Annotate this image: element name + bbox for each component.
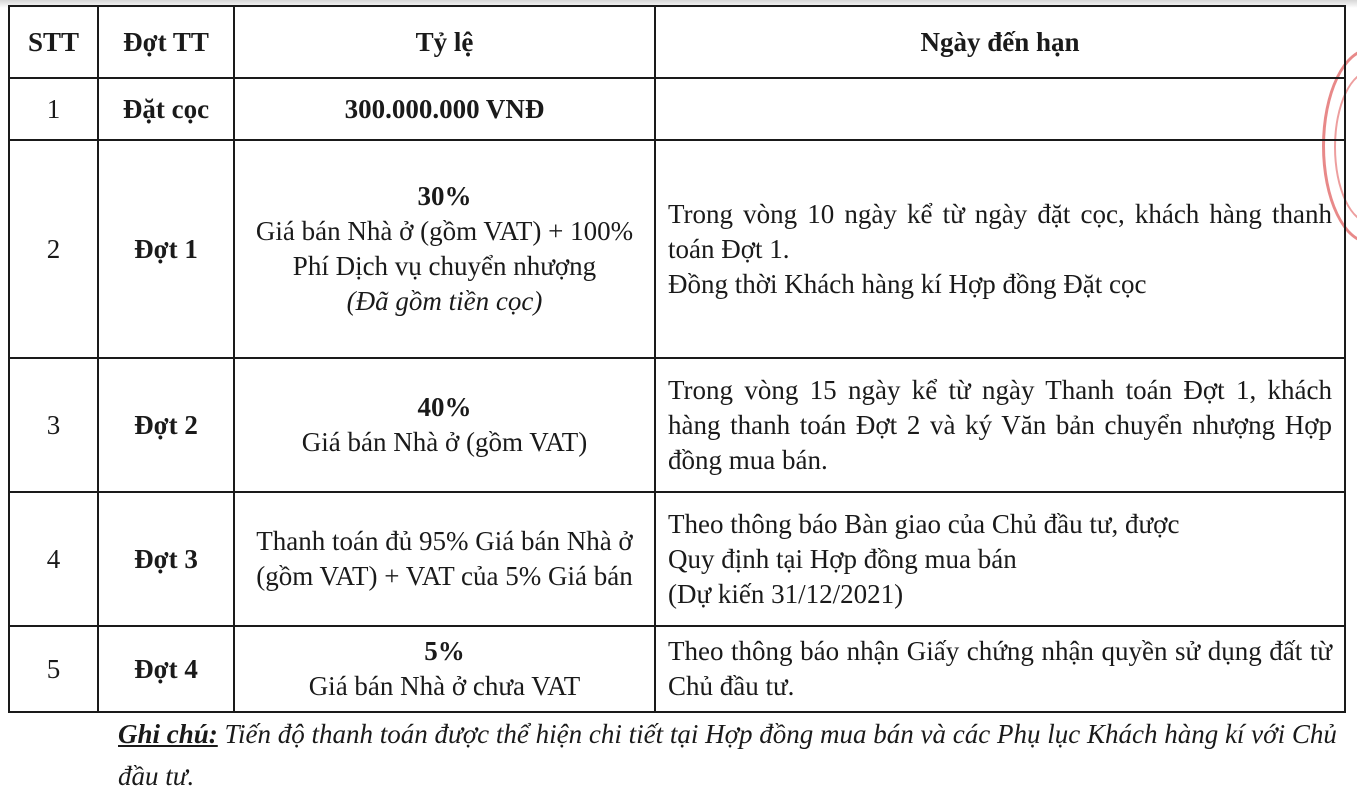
rate-description: Giá bán Nhà ở (gồm VAT) + 100% Phí Dịch vụ chuyển nhượng: [255, 216, 634, 281]
cell-rate: [234, 626, 655, 712]
table-row: [9, 492, 1345, 626]
due-line: Trong vòng 15 ngày kể từ ngày Thanh toán Đợt 1, khách hàng thanh toán Đợt 2 và ký Văn bản chuyển nhượng Hợp đồng mua bán.: [668, 374, 1332, 475]
rate-note: (Đã gồm tiền cọc): [346, 286, 543, 316]
due-line: (Dự kiến 31/12/2021): [668, 578, 904, 609]
rate-percent: 40%: [417, 392, 472, 422]
table-header-row: [9, 6, 1345, 78]
due-line: Theo thông báo nhận Giấy chứng nhận quyền sử dụng đất từ Chủ đầu tư.: [668, 636, 1332, 701]
cell-stt: 4: [9, 492, 98, 626]
cell-due: [655, 358, 1345, 492]
rate-description: Giá bán Nhà ở chưa VAT: [308, 671, 581, 701]
cell-stt: 1: [9, 78, 98, 140]
due-line: Quy định tại Hợp đồng mua bán: [668, 543, 1017, 574]
footnote-text: Tiến độ thanh toán được thể hiện chi tiết tại Hợp đồng mua bán và các Phụ lục Khách hàng kí với Chủ đầu tư.: [118, 719, 1337, 791]
rate-percent: 30%: [417, 181, 472, 211]
cell-due: [655, 78, 1345, 140]
table-row: [9, 358, 1345, 492]
cell-due: [655, 626, 1345, 712]
cell-stt: 3: [9, 358, 98, 492]
rate-amount: 300.000.000 VNĐ: [344, 93, 545, 124]
cell-stt: 5: [9, 626, 98, 712]
due-line: Đồng thời Khách hàng kí Hợp đồng Đặt cọc: [668, 268, 1147, 299]
footnote-label: Ghi chú:: [118, 719, 218, 749]
rate-percent: 5%: [424, 636, 465, 666]
cell-dot: Đặt cọc: [98, 78, 234, 140]
cell-rate: [234, 78, 655, 140]
due-line: Theo thông báo Bàn giao của Chủ đầu tư, được: [668, 508, 1180, 539]
header-stt: STT: [9, 6, 98, 78]
cell-dot: Đợt 3: [98, 492, 234, 626]
table-row: [9, 626, 1345, 712]
cell-due: [655, 492, 1345, 626]
rate-description: Thanh toán đủ 95% Giá bán Nhà ở (gồm VAT) + VAT của 5% Giá bán: [256, 526, 633, 591]
table-row: [9, 78, 1345, 140]
cell-stt: 2: [9, 140, 98, 358]
header-ty-le: Tỷ lệ: [234, 6, 655, 78]
table-row: [9, 140, 1345, 358]
cell-rate: [234, 358, 655, 492]
rate-description: Giá bán Nhà ở (gồm VAT): [301, 427, 588, 457]
cell-due: [655, 140, 1345, 358]
cell-dot: Đợt 2: [98, 358, 234, 492]
cell-dot: Đợt 1: [98, 140, 234, 358]
footnote: [118, 713, 1338, 797]
header-dot-tt: Đợt TT: [98, 6, 234, 78]
cell-rate: [234, 140, 655, 358]
due-line: Trong vòng 10 ngày kể từ ngày đặt cọc, khách hàng thanh toán Đợt 1.: [668, 198, 1332, 264]
cell-rate: [234, 492, 655, 626]
header-ngay-den-han: Ngày đến hạn: [655, 6, 1345, 78]
cell-dot: Đợt 4: [98, 626, 234, 712]
payment-schedule-table: [8, 5, 1346, 713]
